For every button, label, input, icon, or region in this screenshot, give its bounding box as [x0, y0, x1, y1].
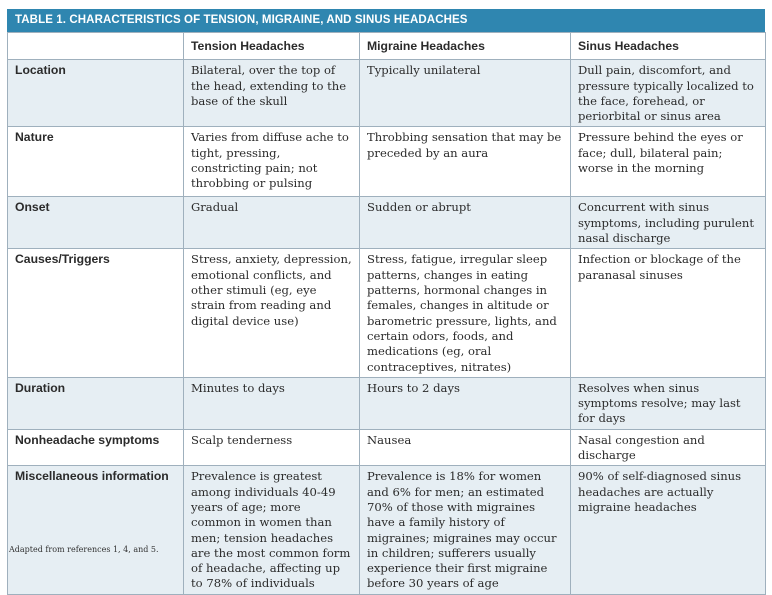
cell-migraine: Hours to 2 days	[360, 377, 571, 429]
cell-tension: Minutes to days	[184, 377, 360, 429]
table-row	[8, 377, 766, 429]
cell-tension: Stress, anxiety, depression, emotional conflicts, and other stimuli (eg, eye strain from reading and digital device use)	[184, 249, 360, 377]
table-row	[8, 197, 766, 249]
row-label-location: Location	[8, 60, 184, 127]
cell-tension: Gradual	[184, 197, 360, 249]
cell-tension: Scalp tenderness	[184, 429, 360, 466]
cell-sinus: 90% of self-diagnosed sinus headaches are actually migraine headaches	[571, 466, 766, 594]
cell-migraine: Sudden or abrupt	[360, 197, 571, 249]
row-label-misc: Miscellaneous information	[8, 466, 184, 594]
cell-sinus: Infection or blockage of the paranasal sinuses	[571, 249, 766, 377]
cell-sinus: Resolves when sinus symptoms resolve; may last for days	[571, 377, 766, 429]
table-row	[8, 60, 766, 127]
table-row	[8, 249, 766, 377]
headache-table-container	[7, 9, 765, 595]
row-label-onset: Onset	[8, 197, 184, 249]
cell-tension: Prevalence is greatest among individuals 40-49 years of age; more common in women than men; tension headaches are the most common form of headache, affecting up to 78% of individuals	[184, 466, 360, 594]
row-label-nonheadache: Nonheadache symptoms	[8, 429, 184, 466]
table-row	[8, 429, 766, 466]
cell-tension: Bilateral, over the top of the head, extending to the base of the skull	[184, 60, 360, 127]
table-row	[8, 127, 766, 197]
cell-migraine: Throbbing sensation that may be preceded by an aura	[360, 127, 571, 197]
characteristics-table	[7, 32, 766, 595]
cell-sinus: Nasal congestion and discharge	[571, 429, 766, 466]
header-tension: Tension Headaches	[184, 33, 360, 60]
header-sinus: Sinus Headaches	[571, 33, 766, 60]
row-label-duration: Duration	[8, 377, 184, 429]
header-migraine: Migraine Headaches	[360, 33, 571, 60]
table-row	[8, 466, 766, 594]
footnote: Adapted from references 1, 4, and 5.	[9, 545, 159, 554]
cell-tension: Varies from diffuse ache to tight, pressing, constricting pain; not throbbing or pulsing	[184, 127, 360, 197]
table-title: TABLE 1. CHARACTERISTICS OF TENSION, MIGRAINE, AND SINUS HEADACHES	[7, 9, 765, 32]
cell-sinus: Concurrent with sinus symptoms, including purulent nasal discharge	[571, 197, 766, 249]
cell-migraine: Typically unilateral	[360, 60, 571, 127]
header-row	[8, 33, 766, 60]
cell-sinus: Dull pain, discomfort, and pressure typically localized to the face, forehead, or periorbital or sinus area	[571, 60, 766, 127]
row-label-causes: Causes/Triggers	[8, 249, 184, 377]
cell-migraine: Nausea	[360, 429, 571, 466]
header-empty	[8, 33, 184, 60]
cell-migraine: Stress, fatigue, irregular sleep patterns, changes in eating patterns, hormonal changes in females, changes in altitude or barometric pressure, lights, and certain odors, foods, and medications (eg, oral contraceptives, nitrates)	[360, 249, 571, 377]
row-label-nature: Nature	[8, 127, 184, 197]
cell-migraine: Prevalence is 18% for women and 6% for men; an estimated 70% of those with migraines have a family history of migraines; migraines may occur in children; sufferers usually experience their first migraine before 30 years of age	[360, 466, 571, 594]
cell-sinus: Pressure behind the eyes or face; dull, bilateral pain; worse in the morning	[571, 127, 766, 197]
